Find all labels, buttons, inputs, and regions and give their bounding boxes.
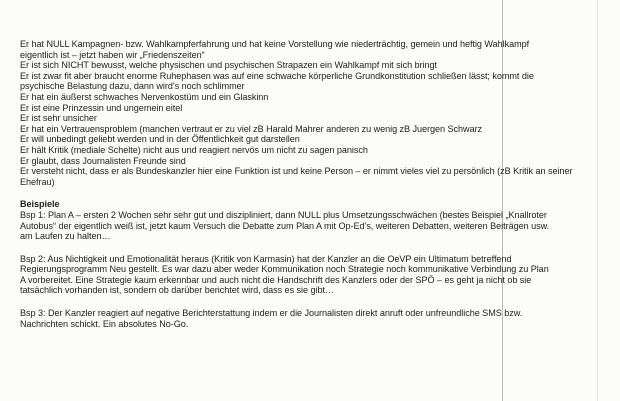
- point-item: [20, 145, 612, 156]
- point-line: psychische Belastung dazu, dann wird’s noch schlimmer: [20, 81, 245, 92]
- point-item: [20, 156, 612, 167]
- point-line: Er hat ein Vertrauensproblem (manchen vertraut er zu viel zB Harald Mahrer anderen zu wenig zB Juergen Schwarz: [20, 123, 483, 134]
- point-line: Er will unbedingt geliebt werden und in der Öffentlichkeit gut darstellen: [20, 134, 300, 145]
- example-item: [20, 254, 612, 296]
- document-body: [20, 39, 612, 329]
- example-line: Bsp 2: Aus Nichtigkeit und Emotionalität heraus (Kritik von Karmasin) hat der Kanzler an die OeVP ein Ultimatum betreffend: [20, 253, 512, 264]
- point-item: [20, 166, 612, 187]
- point-item: [20, 113, 612, 124]
- point-item: [20, 134, 612, 145]
- point-line: Er versteht nicht, dass er als Bundeskanzler hier eine Funktion ist und keine Person – er nimmt vieles viel zu persönlich (zB Kritik an seiner: [20, 166, 573, 177]
- point-item: [20, 124, 612, 135]
- point-item: [20, 39, 612, 60]
- spacer: [20, 187, 612, 199]
- example-line: tatsächlich vorhanden ist, sondern ob darüber berichtet wird, dass es sie gibt…: [20, 285, 334, 296]
- example-line: Autobus“ der eigentlich weiß ist, jetzt kaum Versuch die Debatte zum Plan A mit Op-Ed’s, weiteren Debatten, weiteren Beiträgen usw.: [20, 220, 550, 231]
- example-line: Bsp 3: Der Kanzler reagiert auf negative Berichterstattung indem er die Journalisten direkt anruft oder unfreundliche SMS bzw.: [20, 308, 523, 319]
- example-line: Bsp 1: Plan A – ersten 2 Wochen sehr sehr gut und diszipliniert, dann NULL plus Umsetzungsschwächen (bestes Beispiel „Knallroter: [20, 209, 547, 220]
- point-line: Er ist sich NICHT bewusst, welche physischen und psychischen Strapazen ein Wahlkampf mit sich bringt: [20, 60, 438, 71]
- section-heading: Beispiele: [20, 199, 60, 210]
- example-line: am Laufen zu halten…: [20, 231, 111, 242]
- spacer: [20, 296, 612, 308]
- point-line: Er glaubt, dass Journalisten Freunde sind: [20, 155, 186, 166]
- point-line: Er ist sehr unsicher: [20, 113, 97, 124]
- spacer: [20, 242, 612, 254]
- point-item: [20, 92, 612, 103]
- example-item: [20, 210, 612, 242]
- point-line: Er hält Kritik (mediale Schelte) nicht aus und reagiert nervös um nicht zu sagen panisch: [20, 144, 368, 155]
- point-line: Er hat NULL Kampagnen- bzw. Wahlkampferfahrung und hat keine Vorstellung wie niederträchtig, gemein und heftig Wahlkampf: [20, 39, 530, 49]
- point-item: [20, 103, 612, 114]
- point-line: eigentlich ist – jetzt haben wir „Friedenszeiten“: [20, 49, 205, 60]
- example-line: Nachrichten schickt. Ein absolutes No-Go.: [20, 318, 189, 329]
- point-line: Er ist zwar fit aber braucht enorme Ruhephasen was auf eine schwache körperliche Grundkonstitution schließen lässt; kommt die: [20, 70, 534, 81]
- point-line: Ehefrau): [20, 176, 55, 187]
- point-line: Er hat ein äußerst schwaches Nervenkostüm und ein Glaskinn: [20, 91, 269, 102]
- point-line: Er ist eine Prinzessin und ungemein eitel: [20, 102, 183, 113]
- character-points: [20, 39, 612, 187]
- point-item: [20, 71, 612, 92]
- example-line: Regierungsprogramm Neu gestellt. Es war dazu aber weder Kommunikation noch Strategie noch kommunikative Verbindung zu Plan: [20, 264, 549, 275]
- point-item: [20, 60, 612, 71]
- example-item: [20, 308, 612, 329]
- example-line: A vorbereitet. Eine Strategie kaum erkennbar und auch nicht die Handschrift des Kanzlers oder der SPÖ – es geht ja nicht ob sie: [20, 274, 532, 285]
